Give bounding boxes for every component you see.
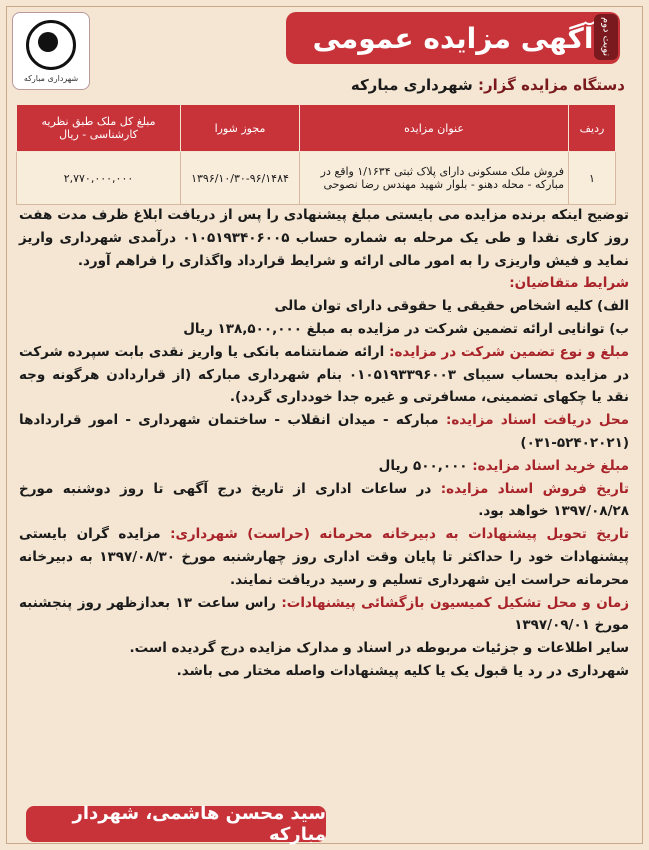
docs-place-text: مبارکه - میدان انقلاب - ساختمان شهرداری - امور قراردادها (۵۲۴۰۲۰۲۱-۰۳۱) — [19, 412, 629, 451]
notice-body — [19, 204, 629, 683]
tender-table — [16, 104, 616, 205]
col-header-council-permit: مجوز شورا — [181, 105, 300, 152]
guarantee-label: مبلغ و نوع تضمین شرکت در مزایده: — [389, 343, 629, 360]
condition-b: ب) توانایی ارائه تضمین شرکت در مزایده به مبلغ ۱۳۸,۵۰۰,۰۰۰ ریال — [183, 320, 629, 337]
conditions-heading: شرایط متقاضیان: — [509, 275, 629, 292]
delivery-label: تاریخ تحویل پیشنهادات به دبیرخانه محرمانه (حراست) شهرداری: — [170, 526, 629, 543]
condition-a: الف) کلیه اشخاص حقیقی یا حقوقی دارای توان مالی — [274, 298, 629, 315]
guarantee-paragraph — [19, 341, 629, 409]
col-header-row-number: ردیف — [569, 105, 616, 152]
sale-date-paragraph — [19, 478, 629, 524]
opening-paragraph — [19, 592, 629, 638]
opening-text: راس ساعت ۱۳ بعدازظهر روز پنجشنبه مورخ ۱۳۹۷/۰۹/۰۱ — [19, 594, 629, 634]
col-header-total-price: مبلغ کل ملک طبق نظریه کارشناسی - ریال — [17, 105, 181, 152]
notice-title: آگهی مزایده عمومی — [312, 21, 594, 55]
cell-council-permit: ۱۳۹۶/۱۰/۳۰-۹۶/۱۴۸۴ — [181, 152, 300, 205]
mayor-signature: سید محسن هاشمی، شهردار مبارکه — [72, 803, 326, 845]
organizer-line — [351, 76, 625, 94]
signature-banner — [26, 803, 326, 845]
sale-date-text: در ساعات اداری از تاریخ درج آگهی تا روز دوشنبه مورخ ۱۳۹۷/۰۸/۲۸ خواهد بود. — [19, 480, 629, 520]
table-row — [17, 152, 616, 205]
logo-caption: شهرداری مبارکه — [23, 73, 79, 83]
docs-price-label: مبلغ خرید اسناد مزایده: — [472, 457, 629, 474]
cell-total-price: ۲,۷۷۰,۰۰۰,۰۰۰ — [17, 152, 181, 205]
col-header-title: عنوان مزایده — [300, 105, 569, 152]
cell-row-number: ۱ — [569, 152, 616, 205]
rights-paragraph: شهرداری در رد یا قبول یک یا کلیه پیشنهادات واصله مختار می باشد. — [176, 662, 629, 679]
notice-round-tag: نوبت دوم — [594, 14, 618, 60]
guarantee-text: ارائه ضمانتنامه بانکی یا واریز نقدی بابت سپرده شرکت در مزایده بحساب سیبای ۰۱۰۵۱۹۳۳۹۶۰۰۳ بنام شهرداری مبارکه (از قراردادن هرگونه وجه نقد یا چکهای تضمینی، مسافرتی و غیره جدا خودداری گردد). — [19, 343, 629, 406]
cell-title: فروش ملک مسکونی دارای پلاک ثبتی ۱/۱۶۳۴ واقع در مبارکه - محله دهنو - بلوار شهید مهندس رضا نصوحی — [300, 152, 569, 205]
municipality-logo — [12, 12, 90, 90]
organizer-value: شهرداری مبارکه — [350, 76, 473, 94]
logo-emblem-icon — [26, 20, 76, 70]
delivery-text: مزایده گران بایستی پیشنهادات خود را حداکثر تا پایان وقت اداری روز چهارشنبه مورخ ۱۳۹۷/۰۸/۳۰ به دبیرخانه محرمانه حراست این شهرداری تسلیم و رسید دریافت نمایند. — [19, 526, 629, 588]
docs-place-paragraph — [19, 409, 629, 455]
docs-place-label: محل دریافت اسناد مزایده: — [445, 412, 629, 429]
opening-label: زمان و محل تشکیل کمیسیون بازگشائی پیشنهادات: — [281, 594, 629, 611]
table-header-row — [17, 105, 616, 152]
docs-price-paragraph — [19, 455, 629, 478]
organizer-label: دستگاه مزایده گزار: — [478, 76, 625, 94]
payment-paragraph: توضیح اینکه برنده مزایده می بایستی مبلغ پیشنهادی را پس از دریافت ابلاغ ظرف مدت هفت روز کاری نقدا و طی یک مرحله به شماره حساب ۰۱۰۵۱۹۳۴۰۶۰۰۵ درآمدی شهرداری واریز نماید و فیش واریزی را به امور مالی ارائه و شرایط قرارداد واگذاری را فراهم آورد. — [19, 207, 630, 269]
title-banner — [286, 12, 620, 64]
other-info-paragraph: سایر اطلاعات و جزئیات مربوطه در اسناد و مدارک مزایده درج گردیده است. — [129, 640, 629, 657]
docs-price-text: ۵۰۰,۰۰۰ ریال — [378, 457, 473, 474]
sale-date-label: تاریخ فروش اسناد مزایده: — [440, 480, 629, 497]
delivery-paragraph — [19, 523, 629, 591]
